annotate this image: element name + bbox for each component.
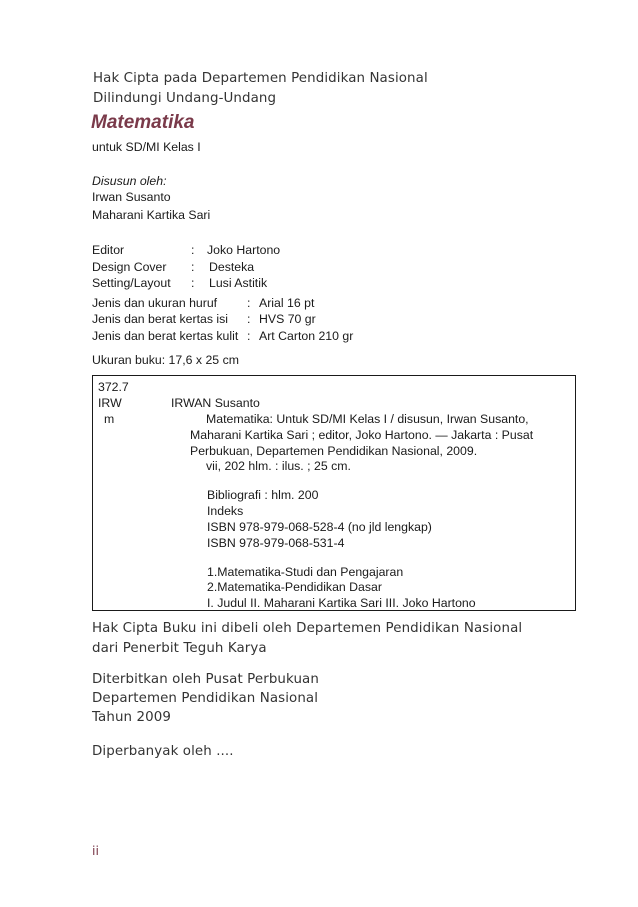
catalog-description-line: Maharani Kartika Sari ; editor, Joko Hartono. — Jakarta : Pusat <box>190 428 534 442</box>
catalog-suffix: m <box>104 412 115 426</box>
copyright-line-2: Dilindungi Undang-Undang <box>93 91 277 106</box>
catalog-note: Bibliografi : hlm. 200 <box>207 488 319 502</box>
catalog-code: IRW <box>98 396 122 410</box>
spec-sep: : <box>247 296 251 310</box>
credit-value: Desteka <box>209 260 255 274</box>
credit-label: Editor <box>92 243 125 257</box>
book-size: Ukuran buku: 17,6 x 25 cm <box>92 353 239 367</box>
credit-value: Joko Hartono <box>207 243 281 257</box>
credit-sep: : <box>191 243 195 257</box>
author-1: Irwan Susanto <box>92 190 171 204</box>
publisher-line-2: Departemen Pendidikan Nasional <box>92 691 319 706</box>
catalog-note: ISBN 978-979-068-528-4 (no jld lengkap) <box>207 520 432 534</box>
credit-label: Setting/Layout <box>92 276 171 290</box>
catalog-class-number: 372.7 <box>98 380 129 394</box>
page-number: ii <box>92 843 99 858</box>
catalog-physical: vii, 202 hlm. : ilus. ; 25 cm. <box>206 459 351 473</box>
publisher-line-1: Diterbitkan oleh Pusat Perbukuan <box>92 672 319 687</box>
purchase-line-1: Hak Cipta Buku ini dibeli oleh Departemen Pendidikan Nasional <box>92 621 523 636</box>
credit-label: Design Cover <box>92 260 167 274</box>
author-2: Maharani Kartika Sari <box>92 208 211 222</box>
credit-sep: : <box>191 260 195 274</box>
reproduced-by: Diperbanyak oleh .... <box>92 744 234 759</box>
book-subtitle: untuk SD/MI Kelas I <box>92 140 201 154</box>
catalog-description-line: Perbukuan, Departemen Pendidikan Nasional, 2009. <box>190 444 478 458</box>
spec-label: Jenis dan berat kertas isi <box>92 312 229 326</box>
credit-sep: : <box>191 276 195 290</box>
publisher-line-3: Tahun 2009 <box>92 710 171 725</box>
spec-value: Art Carton 210 gr <box>259 329 354 343</box>
catalog-subject: 2.Matematika-Pendidikan Dasar <box>207 580 382 594</box>
catalog-author-heading: IRWAN Susanto <box>171 396 260 410</box>
catalog-card <box>92 375 576 611</box>
catalog-note: ISBN 978-979-068-531-4 <box>207 536 345 550</box>
spec-label: Jenis dan ukuran huruf <box>92 296 218 310</box>
spec-sep: : <box>247 312 251 326</box>
spec-label: Jenis dan berat kertas kulit <box>92 329 239 343</box>
book-title: Matematika <box>91 112 195 133</box>
catalog-entries: I. Judul II. Maharani Kartika Sari III. Joko Hartono <box>207 596 476 610</box>
catalog-description-line: Matematika: Untuk SD/MI Kelas I / disusun, Irwan Susanto, <box>206 412 529 426</box>
catalog-subject: 1.Matematika-Studi dan Pengajaran <box>207 565 404 579</box>
spec-value: HVS 70 gr <box>259 312 316 326</box>
spec-value: Arial 16 pt <box>259 296 315 310</box>
catalog-note: Indeks <box>207 504 244 518</box>
purchase-line-2: dari Penerbit Teguh Karya <box>92 641 267 656</box>
credit-value: Lusi Astitik <box>209 276 268 290</box>
copyright-line-1: Hak Cipta pada Departemen Pendidikan Nasional <box>93 71 428 86</box>
spec-sep: : <box>247 329 251 343</box>
authors-label: Disusun oleh: <box>92 174 167 188</box>
